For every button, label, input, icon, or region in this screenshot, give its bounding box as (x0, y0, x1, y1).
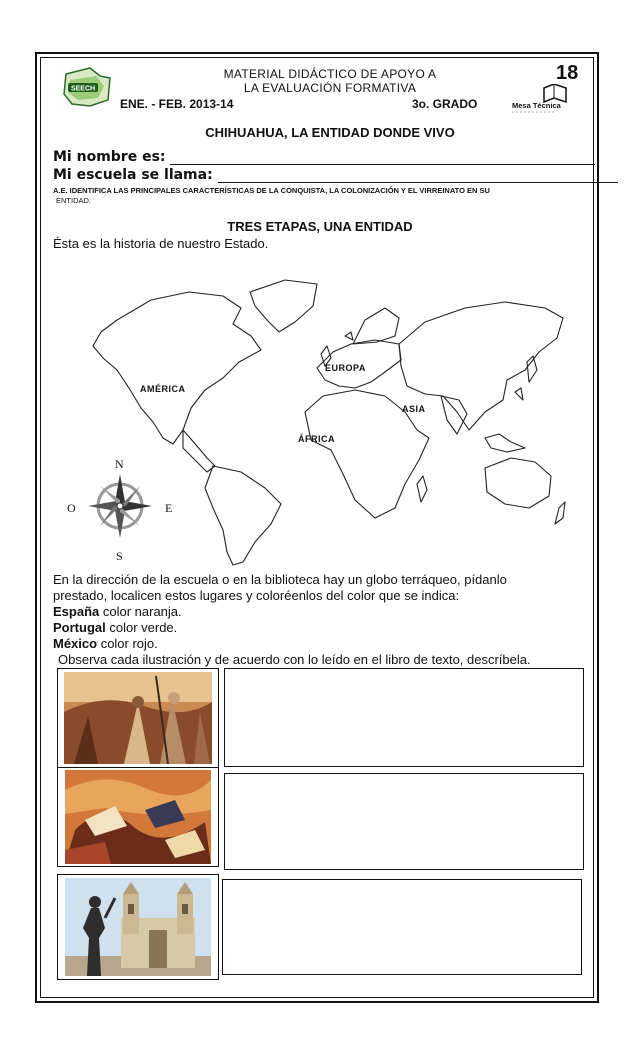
compass-o: O (67, 501, 76, 515)
school-label: Mi escuela se llama: (53, 167, 213, 183)
illustration-frame-3 (57, 874, 219, 980)
illustration-frame-2 (57, 767, 219, 867)
subject-title: CHIHUAHUA, LA ENTIDAD DONDE VIVO (205, 125, 455, 140)
map-indonesia (485, 434, 525, 452)
description-box-1[interactable] (224, 668, 584, 767)
map-scandinavia (353, 308, 399, 344)
instructions-line2: prestado, localicen estos lugares y coloréenlos del color que se indica: (53, 588, 460, 603)
observe-instruction: Observa cada ilustración y de acuerdo con lo leído en el libro de texto, descríbela. (58, 652, 531, 667)
map-japan (527, 356, 537, 382)
label-europa: EUROPA (325, 363, 366, 373)
ae-text-line2: ENTIDAD. (56, 196, 92, 205)
compass-s: S (116, 549, 123, 563)
school-line[interactable] (218, 170, 618, 183)
place-portugal: Portugal (53, 620, 106, 635)
label-africa: ÁFRICA (298, 434, 335, 444)
chihuahua-cathedral-image (65, 878, 211, 976)
map-central-america (183, 430, 215, 472)
map-madagascar (417, 476, 427, 502)
list-item: México color rojo. (53, 636, 158, 651)
mesa-tecnica-text: Mesa Técnica (512, 101, 561, 110)
map-india (441, 396, 467, 434)
list-item: España color naranja. (53, 604, 182, 619)
header-period: ENE. - FEB. 2013-14 (120, 97, 234, 111)
place-spain: España (53, 604, 100, 619)
school-field[interactable] (53, 167, 618, 183)
description-box-3[interactable] (222, 879, 582, 975)
place-mexico: México (53, 636, 98, 651)
world-map (55, 262, 575, 567)
name-label: Mi nombre es: (53, 149, 166, 165)
map-greenland (250, 280, 317, 332)
ae-text: A.E. IDENTIFICA LAS PRINCIPALES CARACTERÍSTICAS DE LA CONQUISTA, LA COLONIZACIÓN Y EL VIRREINATO EN SU (53, 186, 490, 195)
compass-e: E (165, 501, 173, 515)
description-box-2[interactable] (224, 773, 584, 870)
compass-rose-icon (88, 474, 152, 538)
compass-n: N (115, 457, 124, 471)
illustration-frame-1 (57, 668, 219, 768)
label-asia: ASIA (402, 404, 426, 414)
instructions-line1: En la dirección de la escuela o en la biblioteca hay un globo terráqueo, pídanlo (53, 572, 507, 587)
seech-logo-text: SEECH (70, 85, 96, 93)
section-title: TRES ETAPAS, UNA ENTIDAD (227, 219, 413, 234)
intro-text: Ésta es la historia de nuestro Estado. (53, 236, 269, 251)
list-item: Portugal color verde. (53, 620, 178, 635)
page-number: 18 (556, 62, 579, 84)
name-line[interactable] (170, 152, 595, 165)
seech-logo (60, 66, 114, 108)
mural-conquest-image (64, 672, 212, 764)
map-new-zealand (555, 502, 565, 524)
label-america: AMÉRICA (140, 384, 186, 394)
mural-colonization-image (65, 770, 211, 864)
header-title-line1: MATERIAL DIDÁCTICO DE APOYO A (223, 67, 437, 81)
map-north-america (93, 292, 261, 444)
map-australia (485, 458, 551, 508)
map-south-america (205, 466, 281, 565)
name-field[interactable] (53, 149, 595, 165)
header-title-line2: LA EVALUACIÓN FORMATIVA (243, 81, 417, 95)
header-grade: 3o. GRADO (412, 97, 478, 111)
mesa-tecnica-logo (510, 84, 572, 118)
